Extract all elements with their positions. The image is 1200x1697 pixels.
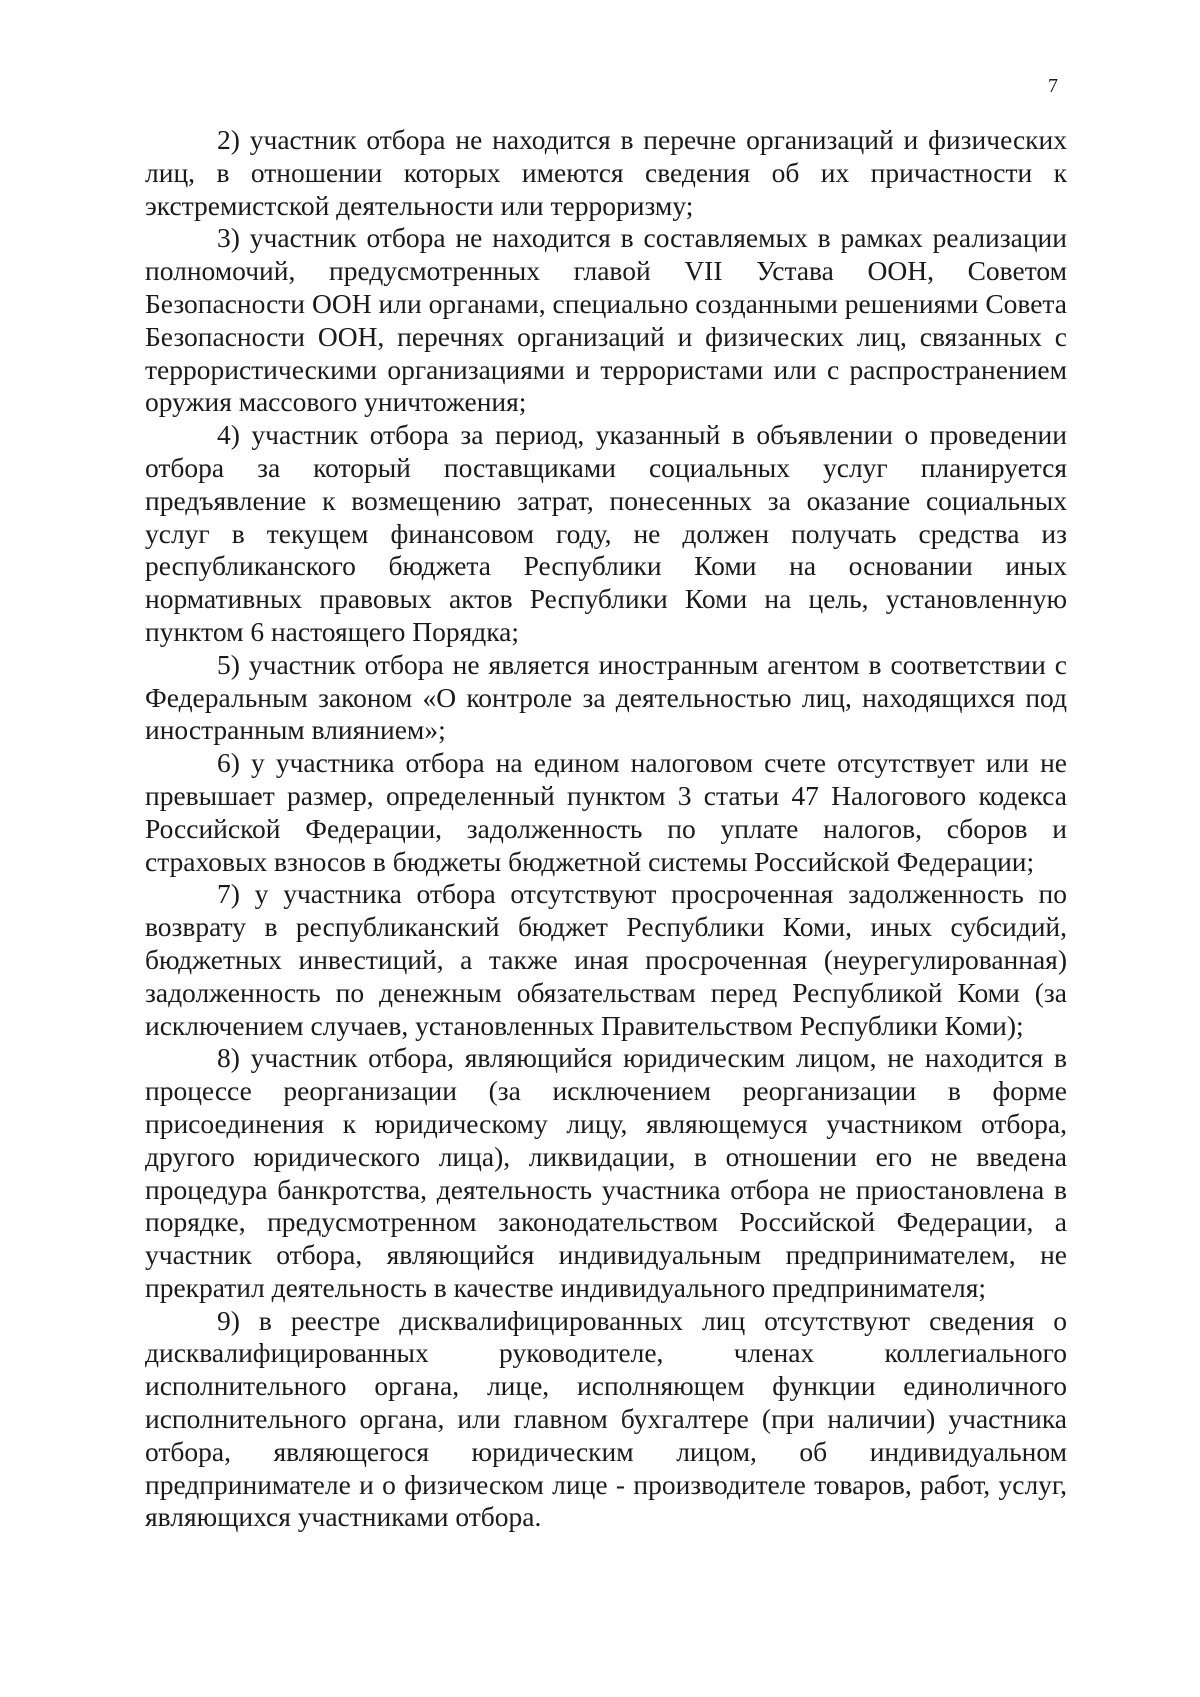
paragraph-item-7: 7) у участника отбора отсутствуют просроченная задолженность по возврату в республиканский бюджет Республики Коми, иных субсидий, бюджетных инвестиций, а также иная просроченная (неурегулированная) задолженность по денежным обязательствам перед Республикой Коми (за исключением случаев, установленных Правительством Республики Коми);	[145, 878, 1067, 1041]
paragraph-item-2: 2) участник отбора не находится в перечне организаций и физических лиц, в отношении которых имеются сведения об их причастности к экстремистской деятельности или терроризму;	[145, 124, 1067, 221]
paragraph-item-9: 9) в реестре дисквалифицированных лиц отсутствуют сведения о дисквалифицированных руководителе, членах коллегиального исполнительного органа, лице, исполняющем функции единоличного исполнительного органа, или главном бухгалтере (при наличии) участника отбора, являющегося юридическим лицом, об индивидуальном предпринимателе и о физическом лице - производителе товаров, работ, услуг, являющихся участниками отбора.	[145, 1304, 1067, 1533]
paragraph-item-8: 8) участник отбора, являющийся юридическим лицом, не находится в процессе реорганизации (за исключением реорганизации в форме присоединения к юридическому лицу, являющемуся участником отбора, другого юридического лица), ликвидации, в отношении его не введена процедура банкротства, деятельность участника отбора не приостановлена в порядке, предусмотренном законодательством Российской Федерации, а участник отбора, являющийся индивидуальным предпринимателем, не прекратил деятельность в качестве индивидуального предпринимателя;	[145, 1042, 1067, 1303]
paragraph-item-3: 3) участник отбора не находится в составляемых в рамках реализации полномочий, предусмотренных главой VII Устава ООН, Советом Безопасности ООН или органами, специально созданными решениями Совета Безопасности ООН, перечнях организаций и физических лиц, связанных с террористическими организациями и террористами или с распространением оружия массового уничтожения;	[145, 222, 1067, 418]
paragraph-item-4: 4) участник отбора за период, указанный в объявлении о проведении отбора за который поставщиками социальных услуг планируется предъявление к возмещению затрат, понесенных за оказание социальных услуг в текущем финансовом году, не должен получать средства из республиканского бюджета Республики Коми на основании иных нормативных правовых актов Республики Коми на цель, установленную пунктом 6 настоящего Порядка;	[145, 419, 1067, 647]
page-number: 7	[1048, 75, 1058, 97]
paragraph-item-5: 5) участник отбора не является иностранным агентом в соответствии с Федеральным законом «О контроле за деятельностью лиц, находящихся под иностранным влиянием»;	[145, 648, 1067, 746]
paragraph-item-6: 6) у участника отбора на едином налоговом счете отсутствует или не превышает размер, определенный пунктом 3 статьи 47 Налогового кодекса Российской Федерации, задолженность по уплате налогов, сборов и страховых взносов в бюджеты бюджетной системы Российской Федерации;	[145, 747, 1067, 877]
document-body	[145, 124, 1067, 1534]
